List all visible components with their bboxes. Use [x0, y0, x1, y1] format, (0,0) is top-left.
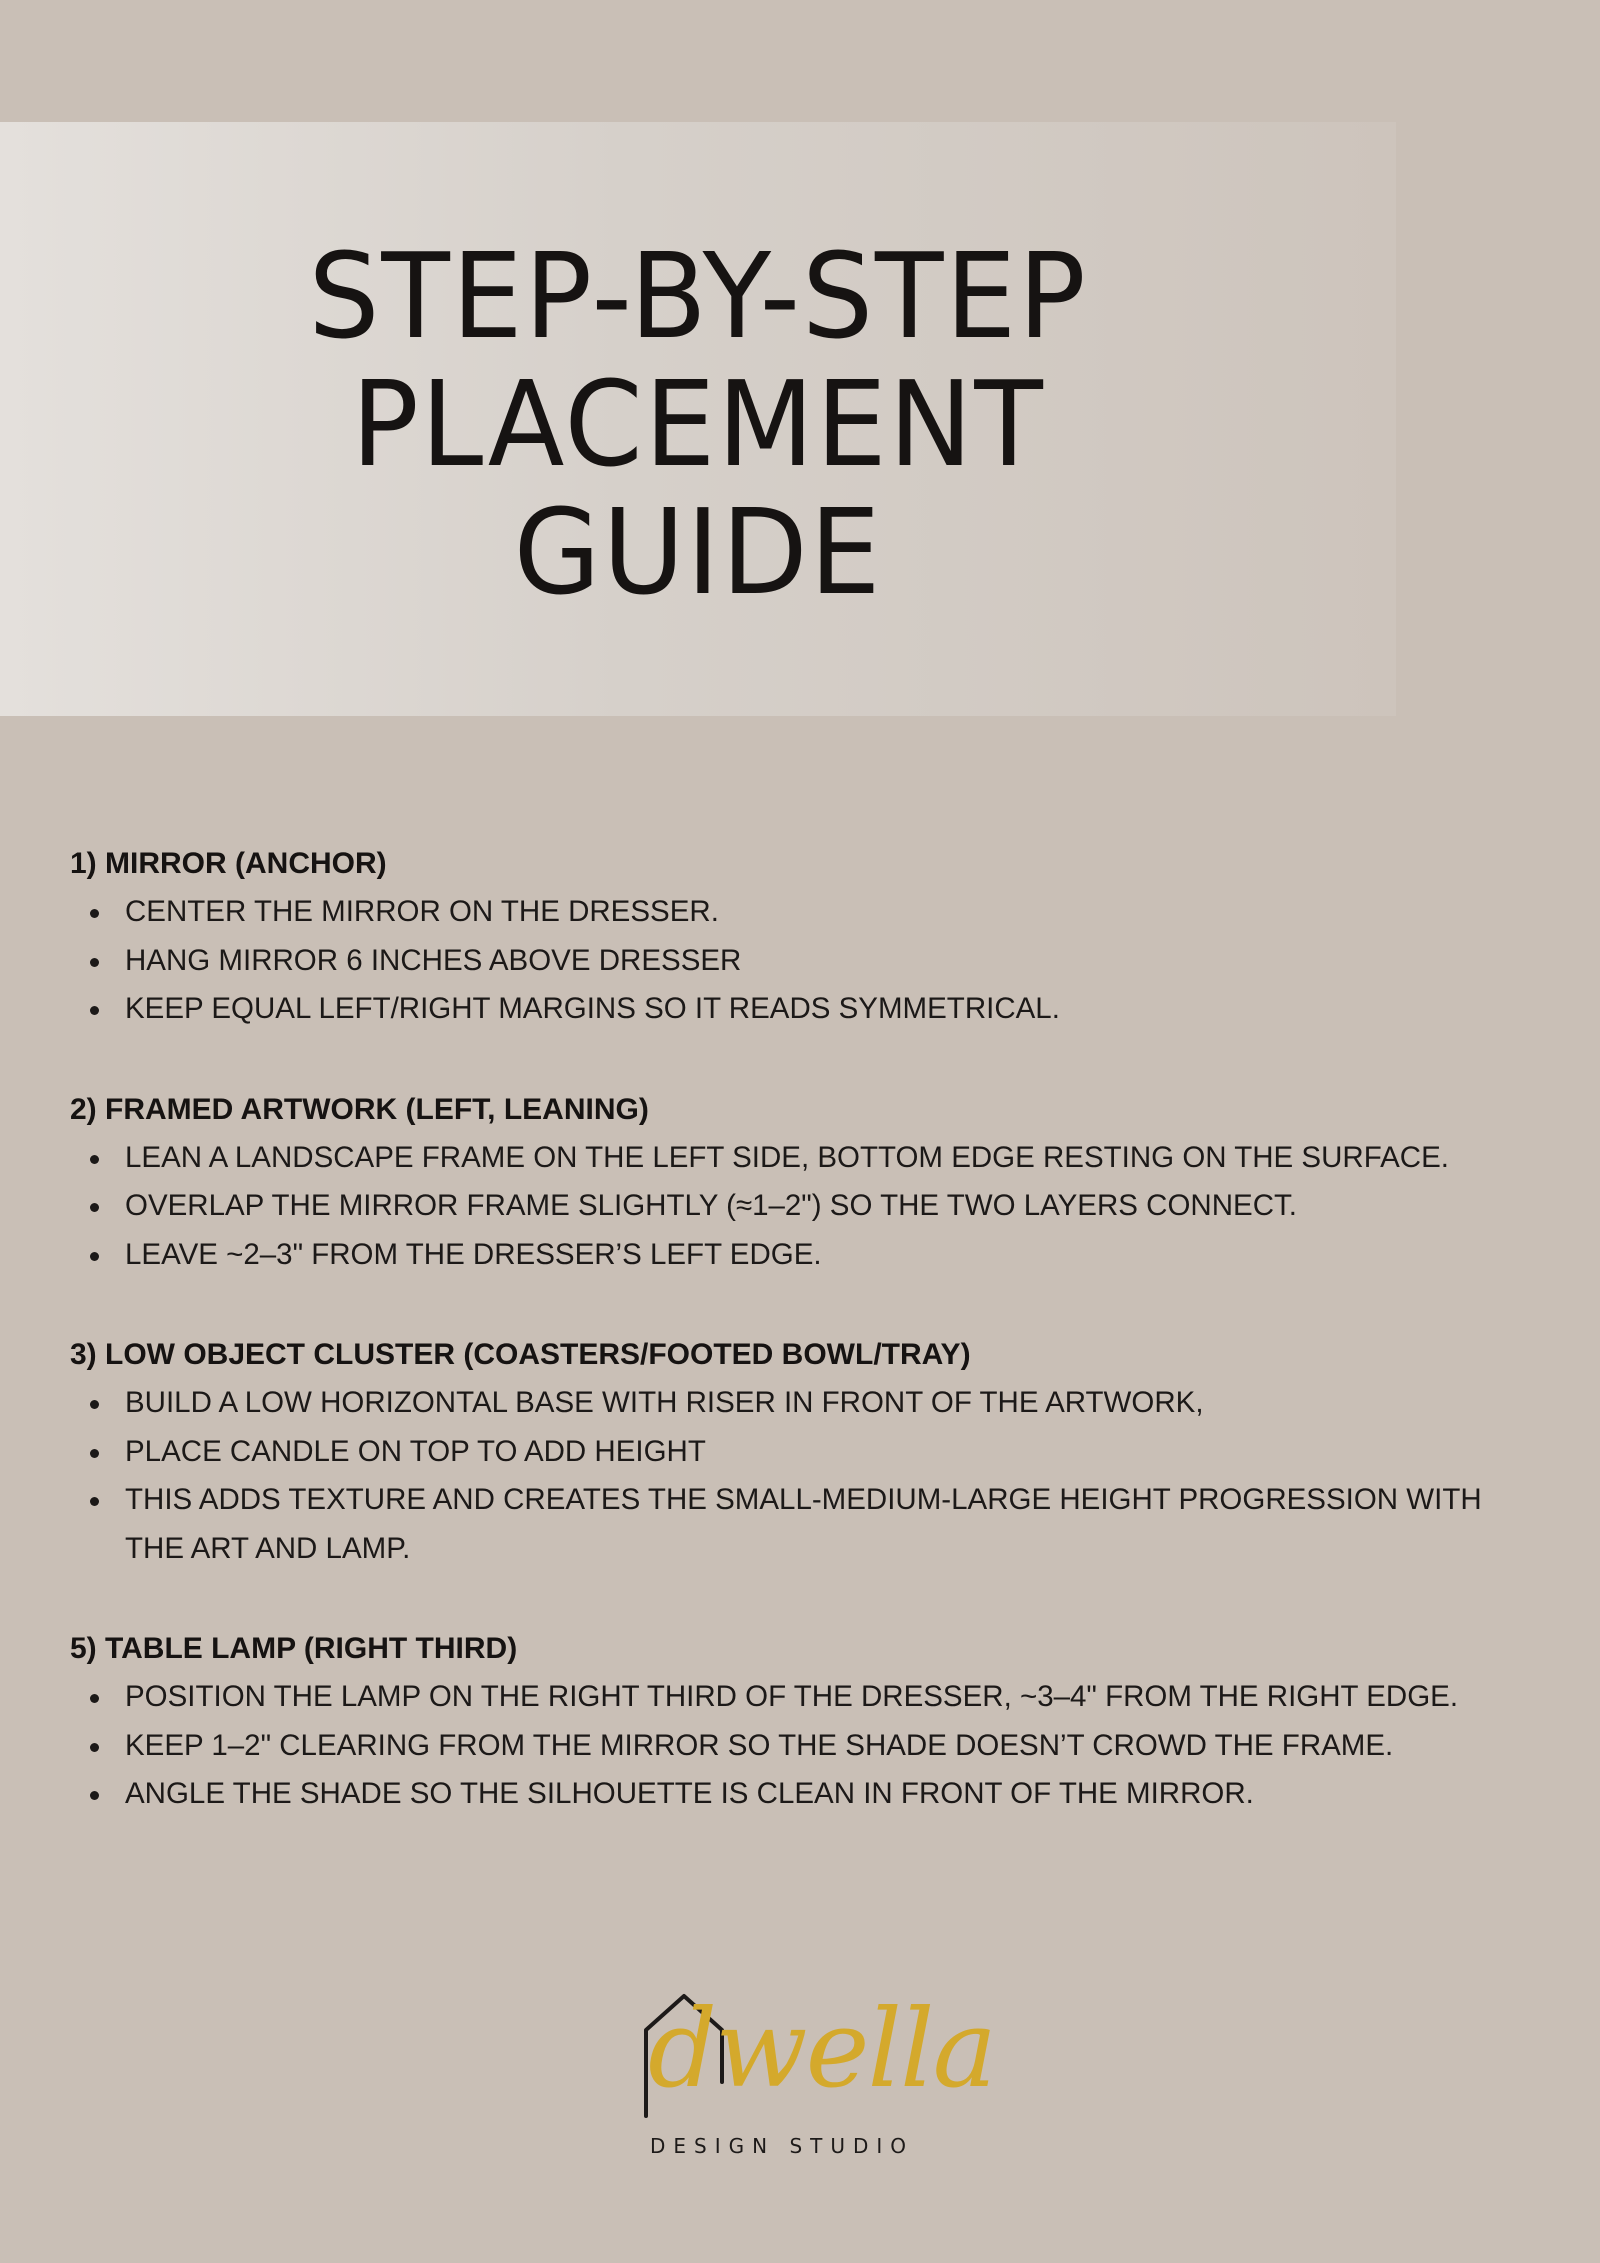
section-title: 2) FRAMED ARTWORK (LEFT, LEANING) [70, 1092, 649, 1126]
title-line-1: STEP-BY-STEP [308, 227, 1088, 365]
bullet-item: OVERLAP THE MIRROR FRAME SLIGHTLY (≈1–2") SO THE TWO LAYERS CONNECT. [70, 1182, 1570, 1231]
bullet-item: PLACE CANDLE ON TOP TO ADD HEIGHT [70, 1428, 1570, 1477]
title-line-2: PLACEMENT [351, 355, 1045, 493]
bullet-item: HANG MIRROR 6 INCHES ABOVE DRESSER [70, 937, 1570, 986]
section-mirror [70, 840, 1570, 1034]
section-low-object-cluster [70, 1331, 1570, 1573]
bullet-item: LEAVE ~2–3" FROM THE DRESSER’S LEFT EDGE. [70, 1231, 1570, 1280]
bullet-item: KEEP EQUAL LEFT/RIGHT MARGINS SO IT READS SYMMETRICAL. [70, 985, 1570, 1034]
guide-content [70, 840, 1570, 1871]
logo-tagline: DESIGN STUDIO [650, 2134, 915, 2158]
bullet-item: THIS ADDS TEXTURE AND CREATES THE SMALL-MEDIUM-LARGE HEIGHT PROGRESSION WITH THE ART AND LAMP. [70, 1476, 1570, 1573]
bullet-list [70, 1673, 1570, 1819]
bullet-item: LEAN A LANDSCAPE FRAME ON THE LEFT SIDE, BOTTOM EDGE RESTING ON THE SURFACE. [70, 1134, 1570, 1183]
bullet-item: BUILD A LOW HORIZONTAL BASE WITH RISER IN FRONT OF THE ARTWORK, [70, 1379, 1570, 1428]
brand-logo [640, 1987, 995, 2170]
section-title: 3) LOW OBJECT CLUSTER (COASTERS/FOOTED BOWL/TRAY) [70, 1338, 971, 1371]
section-title: 1) MIRROR (ANCHOR) [70, 847, 387, 880]
section-framed-artwork [70, 1086, 1570, 1280]
bullet-list [70, 1134, 1570, 1280]
section-title: 5) TABLE LAMP (RIGHT THIRD) [70, 1632, 518, 1665]
bullet-item: ANGLE THE SHADE SO THE SILHOUETTE IS CLEAN IN FRONT OF THE MIRROR. [70, 1770, 1570, 1819]
logo-script: dwella [648, 1987, 995, 2112]
bullet-item: CENTER THE MIRROR ON THE DRESSER. [70, 888, 1570, 937]
title-line-3: GUIDE [513, 483, 883, 621]
page-title [0, 227, 1396, 621]
bullet-item: POSITION THE LAMP ON THE RIGHT THIRD OF THE DRESSER, ~3–4" FROM THE RIGHT EDGE. [70, 1673, 1570, 1722]
bullet-list [70, 1379, 1570, 1573]
bullet-list [70, 888, 1570, 1034]
bullet-item: KEEP 1–2" CLEARING FROM THE MIRROR SO THE SHADE DOESN’T CROWD THE FRAME. [70, 1722, 1570, 1771]
section-table-lamp [70, 1625, 1570, 1819]
